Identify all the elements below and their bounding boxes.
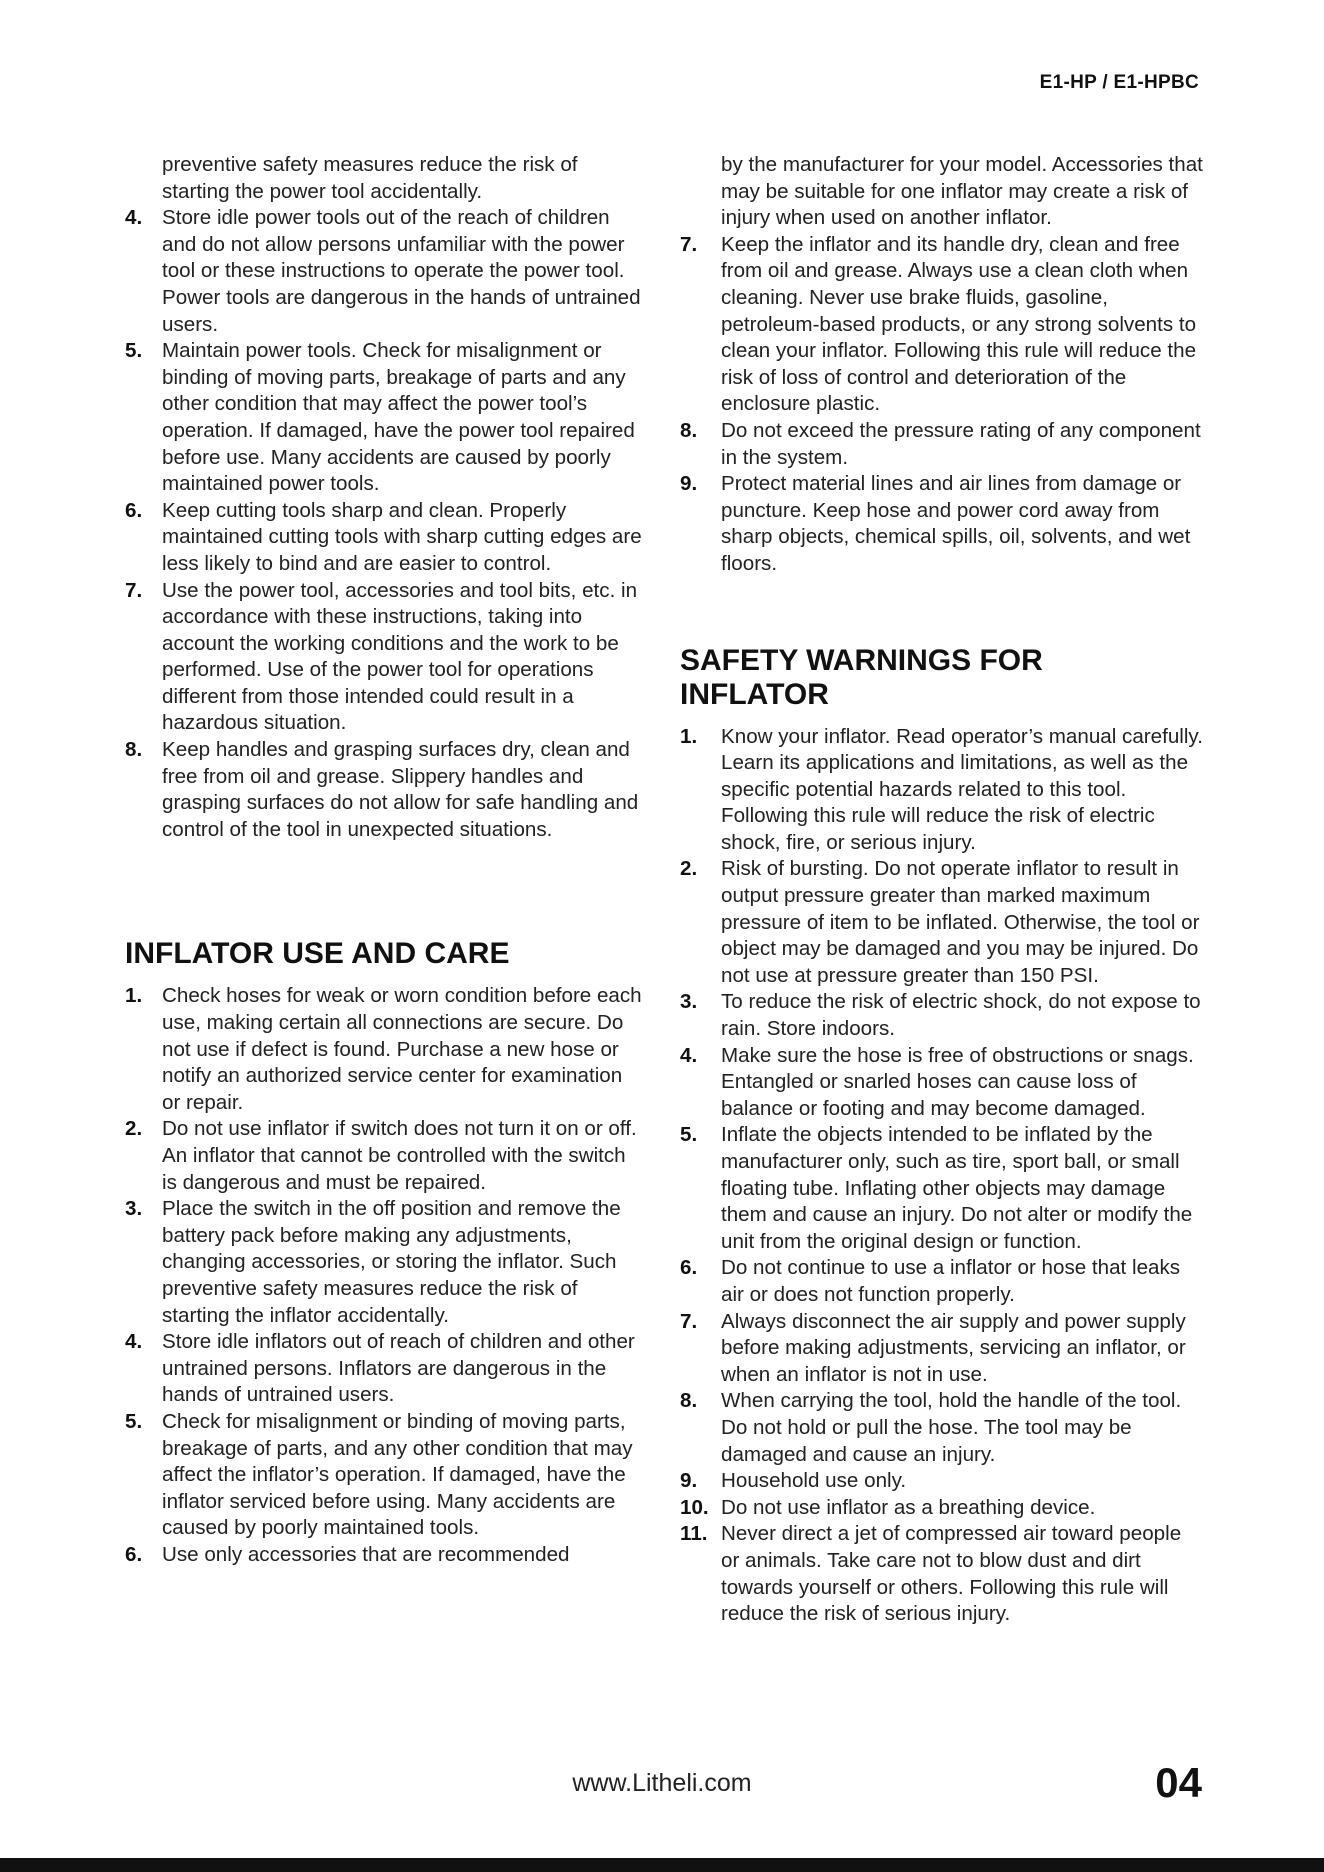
section-heading-use-and-care: INFLATOR USE AND CARE [125,937,510,971]
model-number: E1-HP / E1-HPBC [1039,72,1199,93]
item-number: 2. [125,1117,143,1141]
list-item [125,1542,645,1569]
item-text: Household use only. [721,1469,907,1493]
item-number: 7. [680,232,698,256]
item-text: When carrying the tool, hold the handle of the tool. Do not hold or pull the hose. The tool may be damaged and cause an injury. [721,1389,1182,1466]
page-number: 04 [1155,1759,1202,1806]
item-number: 9. [680,472,698,496]
item-text: Keep handles and grasping surfaces dry, clean and free from oil and grease. Slippery handles and grasping surfaces do not allow for safe handling and control of the tool in unexpected situations. [162,738,639,841]
bottom-rule [0,1858,1324,1872]
list-item [680,1043,1205,1123]
item-text: Use only accessories that are recommended [162,1542,570,1566]
list-item [680,1521,1205,1627]
list-item [680,1468,1205,1495]
list-item [125,205,645,338]
item-number: 4. [680,1043,698,1067]
item-number: 5. [680,1123,698,1147]
item-number: 7. [680,1309,698,1333]
item-number: 6. [125,1542,143,1566]
list-item [125,1409,645,1542]
list-item [125,983,645,1116]
item-text: Maintain power tools. Check for misalignment or binding of moving parts, breakage of parts and any other condition that may affect the power tool’s operation. If damaged, have the power tool repaired before use. Many accidents are caused by poorly maintained power tools. [162,339,635,496]
item-text: Inflate the objects intended to be inflated by the manufacturer only, such as tire, sport ball, or small floating tube. Inflating other objects may damage them and cause an injury. Do not alter or modify the unit from the original design or function. [721,1123,1193,1253]
section-heading-safety-warnings [680,644,1205,712]
list-item [680,856,1205,989]
item-text: Always disconnect the air supply and power supply before making adjustments, servicing an inflator, or when an inflator is not in use. [721,1309,1186,1386]
item-text: Do not use inflator as a breathing device. [721,1495,1096,1519]
list-item [125,1116,645,1196]
item-number: 8. [680,418,698,442]
footer-website: www.Litheli.com [572,1769,752,1797]
item-number: 8. [125,738,143,762]
item-number: 9. [680,1469,698,1493]
list-item [680,724,1205,857]
item-number: 5. [125,1409,143,1433]
list-item [680,1495,1205,1522]
continued-paragraph: preventive safety measures reduce the risk of starting the power tool accidentally. [162,153,578,203]
item-number: 5. [125,339,143,363]
item-text: Risk of bursting. Do not operate inflator to result in output pressure greater than marked maximum pressure of item to be inflated. Otherwise, the tool or object may be damaged and you may be injured. Do not use at pressure greater than 150 PSI. [721,857,1200,987]
item-text: Store idle power tools out of the reach of children and do not allow persons unfamiliar with the power tool or these instructions to operate the power tool. Power tools are dangerous in the hands of untrained users. [162,206,641,336]
item-text: Check for misalignment or binding of moving parts, breakage of parts, and any other condition that may affect the inflator’s operation. If damaged, have the inflator serviced before using. Many accidents are caused by poorly maintained tools. [162,1409,633,1540]
list-item [680,989,1205,1042]
list-item [125,338,645,498]
list-item [680,471,1205,577]
power-tool-list [125,205,645,843]
list-item [125,498,645,578]
item-number: 11. [680,1522,708,1546]
right-column [680,152,1205,1628]
list-item [125,737,645,843]
item-number: 8. [680,1389,698,1413]
item-number: 6. [680,1256,698,1280]
list-item [680,1255,1205,1308]
heading-line: INFLATOR [680,677,829,711]
item-text: Do not use inflator if switch does not turn it on or off. An inflator that cannot be controlled with the switch is dangerous and must be repaired. [162,1117,637,1194]
item-number: 10. [680,1495,709,1519]
item-number: 1. [125,984,143,1008]
continued-paragraph: by the manufacturer for your model. Accessories that may be suitable for one inflator may create a risk of injury when used on another inflator. [721,153,1203,230]
item-number: 2. [680,857,698,881]
list-item [125,1196,645,1329]
item-number: 1. [680,724,698,748]
list-item [125,1329,645,1409]
item-text: Do not exceed the pressure rating of any component in the system. [721,418,1201,469]
use-and-care-list [125,983,645,1568]
item-text: Protect material lines and air lines from damage or puncture. Keep hose and power cord away from sharp objects, chemical spills, oil, solvents, and wet floors. [721,472,1191,575]
item-number: 7. [125,578,143,602]
item-text: Make sure the hose is free of obstructions or snags. Entangled or snarled hoses can cause loss of balance or footing and may become damaged. [721,1043,1194,1120]
item-number: 3. [125,1197,143,1221]
list-item [680,418,1205,471]
item-text: Store idle inflators out of reach of children and other untrained persons. Inflators are dangerous in the hands of untrained users. [162,1330,635,1407]
item-number: 4. [125,206,143,230]
item-text: Keep cutting tools sharp and clean. Properly maintained cutting tools with sharp cutting edges are less likely to bind and are easier to control. [162,498,642,575]
item-number: 6. [125,498,143,522]
item-text: Check hoses for weak or worn condition before each use, making certain all connections are secure. Do not use if defect is found. Purchase a new hose or notify an authorized service center for examination or repair. [162,984,642,1114]
left-column [125,152,645,1569]
item-number: 3. [680,990,698,1014]
heading-line: SAFETY WARNINGS FOR [680,643,1043,677]
item-text: Use the power tool, accessories and tool bits, etc. in accordance with these instructions, taking into account the working conditions and the work to be performed. Use of the power tool for operations different from those intended could result in a hazardous situation. [162,578,638,735]
list-item [680,1388,1205,1468]
safety-warnings-list [680,724,1205,1628]
list-item [680,232,1205,418]
item-text: Never direct a jet of compressed air toward people or animals. Take care not to blow dust and dirt towards yourself or others. Following this rule will reduce the risk of serious injury. [721,1522,1182,1626]
item-text: To reduce the risk of electric shock, do not expose to rain. Store indoors. [721,990,1201,1041]
item-text: Keep the inflator and its handle dry, clean and free from oil and grease. Always use a clean cloth when cleaning. Never use brake fluids, gasoline, petroleum-based products, or any strong solvents to clean your inflator. Following this rule will reduce the risk of loss of control and deterioration of the enclosure plastic. [721,232,1197,416]
use-and-care-list-continued [680,232,1205,578]
list-item [680,1309,1205,1389]
item-number: 4. [125,1330,143,1354]
item-text: Place the switch in the off position and remove the battery pack before making any adjustments, changing accessories, or storing the inflator. Such preventive safety measures reduce the risk of starting the inflator accidentally. [162,1197,621,1327]
list-item [125,578,645,738]
item-text: Do not continue to use a inflator or hose that leaks air or does not function properly. [721,1256,1181,1306]
item-text: Know your inflator. Read operator’s manual carefully. Learn its applications and limitations, as well as the specific potential hazards related to this tool. Following this rule will reduce the risk of electric shock, fire, or serious injury. [721,724,1203,854]
list-item [680,1122,1205,1255]
